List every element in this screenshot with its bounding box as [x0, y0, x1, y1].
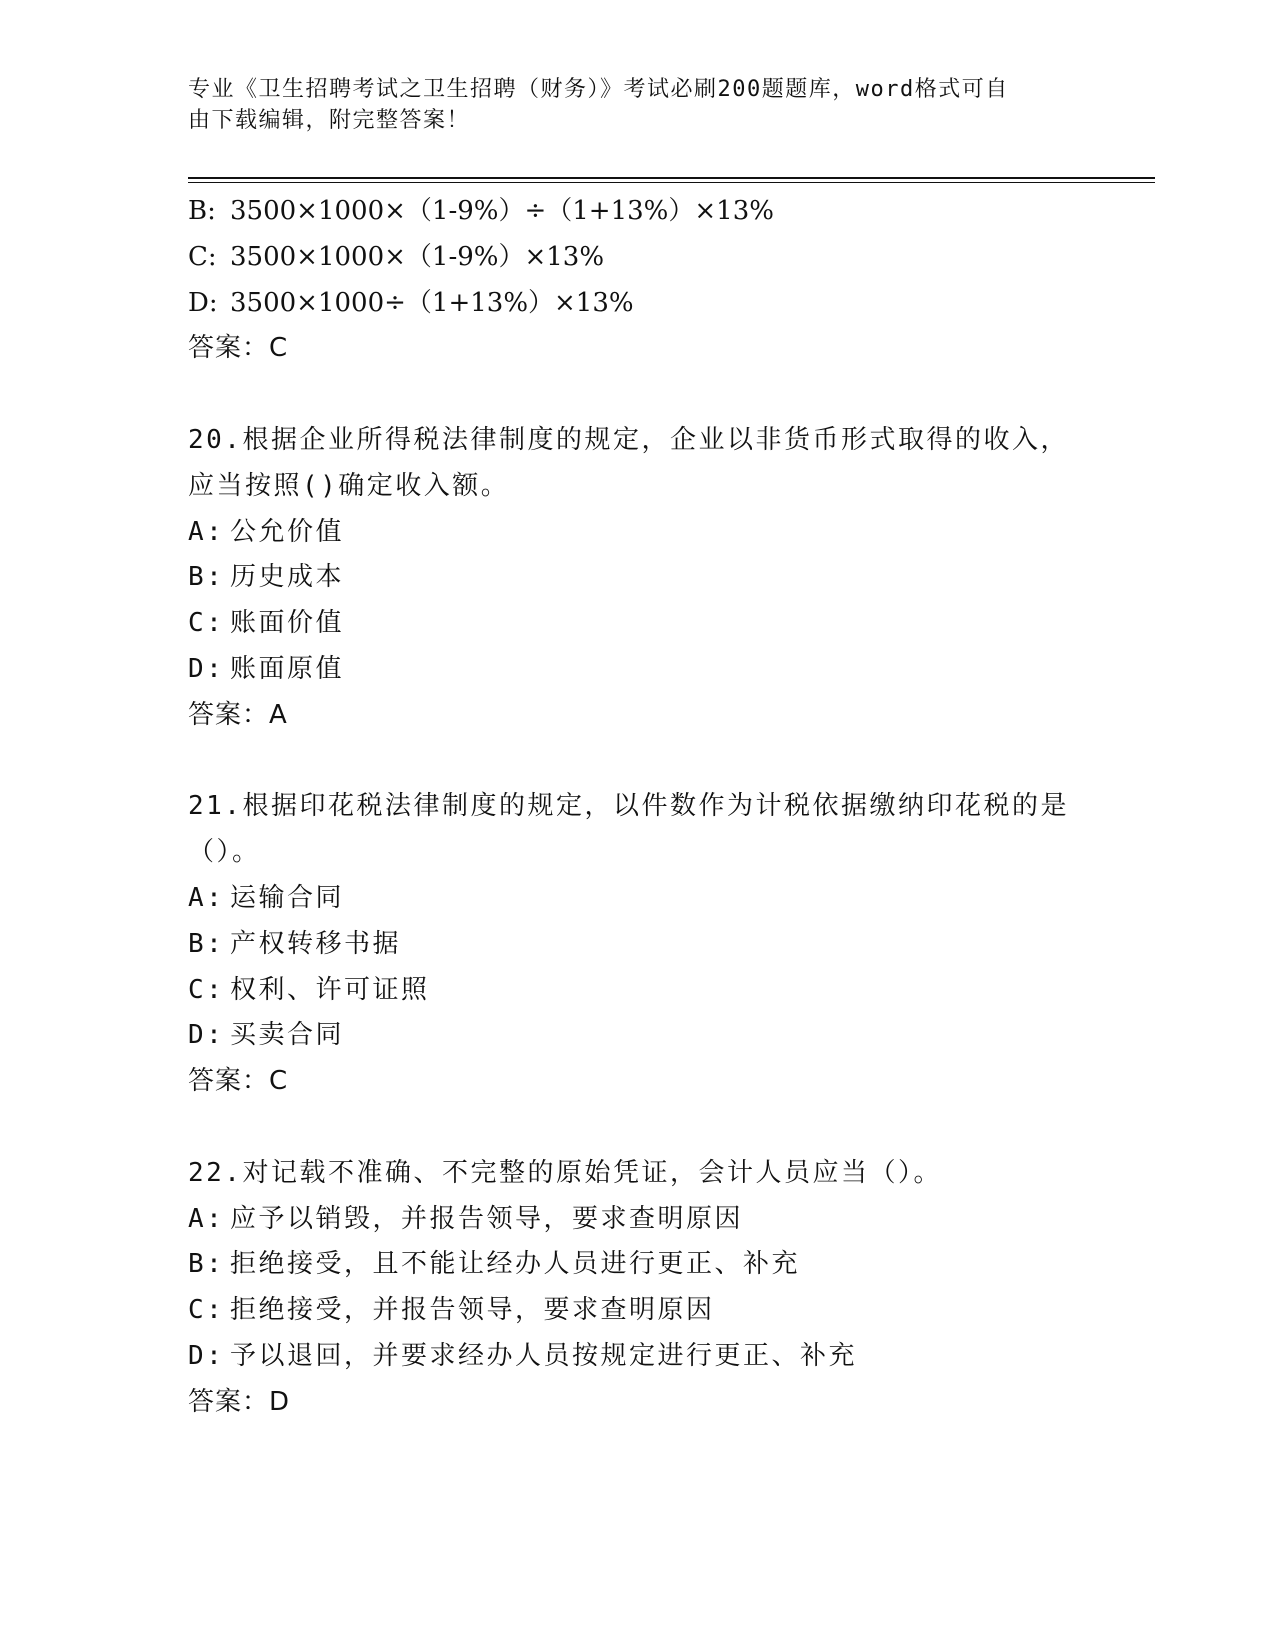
question-19-answer: 答案：C	[188, 333, 289, 364]
document-body	[188, 189, 1088, 1426]
question-22-block	[188, 1151, 1088, 1426]
spacer	[188, 372, 1088, 418]
question-21-title-line-2: （）。	[188, 837, 261, 868]
question-21-option-b	[188, 922, 1088, 968]
question-21-block	[188, 784, 1088, 1105]
question-19-option-c	[188, 235, 1088, 281]
spacer	[188, 1105, 1088, 1151]
option-key: A:	[188, 882, 225, 913]
header-line-2: 由下载编辑，附完整答案！	[188, 108, 471, 133]
option-key: D:	[188, 653, 225, 684]
question-21-option-d	[188, 1013, 1088, 1059]
option-text: 予以退回，并要求经办人员按规定进行更正、补充	[230, 1340, 858, 1371]
option-text: 3500×1000×（1-9%）÷（1+13%）×13%	[230, 196, 774, 226]
question-19-option-b	[188, 189, 1088, 235]
option-text: 历史成本	[230, 562, 345, 593]
option-text: 权利、许可证照	[230, 974, 430, 1005]
option-key: C:	[188, 608, 225, 639]
option-text: 拒绝接受，且不能让经办人员进行更正、补充	[230, 1249, 801, 1280]
question-19-block	[188, 189, 1088, 372]
option-text: 应予以销毁，并报告领导，要求查明原因	[230, 1203, 744, 1234]
option-text: 账面价值	[230, 608, 345, 639]
question-22-answer: 答案：D	[188, 1386, 291, 1417]
question-20-answer: 答案：A	[188, 699, 288, 730]
question-20-block	[188, 418, 1088, 739]
question-21-title-line-1: 21.根据印花税法律制度的规定，以件数作为计税依据缴纳印花税的是	[188, 791, 1069, 822]
question-22-option-a	[188, 1197, 1088, 1243]
option-text: 拒绝接受，并报告领导，要求查明原因	[230, 1295, 715, 1326]
option-text: 公允价值	[230, 516, 345, 547]
question-22-option-c	[188, 1288, 1088, 1334]
option-text: 3500×1000×（1-9%）×13%	[230, 241, 605, 272]
option-key: B:	[188, 1249, 225, 1280]
question-19-option-d	[188, 281, 1088, 327]
question-21-option-a	[188, 876, 1088, 922]
option-text: 运输合同	[230, 882, 345, 913]
header-divider-thin	[188, 182, 1155, 183]
question-20-title-line-1: 20.根据企业所得税法律制度的规定，企业以非货币形式取得的收入，	[188, 424, 1069, 455]
option-key: B:	[188, 928, 225, 959]
header-divider-thick	[188, 177, 1155, 179]
option-key: A:	[188, 1203, 225, 1234]
option-key: D:	[188, 1340, 225, 1371]
option-key: B:	[188, 562, 225, 593]
option-key: D:	[188, 1020, 225, 1051]
question-21-option-c	[188, 968, 1088, 1014]
question-20-option-c	[188, 601, 1088, 647]
option-text: 买卖合同	[230, 1020, 345, 1051]
option-text: 3500×1000÷（1+13%）×13%	[230, 287, 634, 318]
option-key: D:	[188, 287, 218, 318]
question-20-option-b	[188, 555, 1088, 601]
option-key: C:	[188, 1295, 225, 1326]
option-key: B:	[188, 196, 216, 226]
header-line-1: 专业《卫生招聘考试之卫生招聘（财务）》考试必刷200题题库，word格式可自	[188, 77, 1009, 102]
option-text: 账面原值	[230, 653, 345, 684]
question-20-title-line-2: 应当按照()确定收入额。	[188, 470, 510, 501]
option-key: C:	[188, 974, 225, 1005]
option-key: A:	[188, 516, 225, 547]
spacer	[188, 739, 1088, 785]
question-22-option-d	[188, 1334, 1088, 1380]
question-20-option-a	[188, 510, 1088, 556]
option-key: C:	[188, 241, 217, 272]
question-22-option-b	[188, 1242, 1088, 1288]
document-header	[188, 74, 1078, 136]
option-text: 产权转移书据	[230, 928, 402, 959]
question-21-answer: 答案：C	[188, 1066, 289, 1097]
question-20-option-d	[188, 647, 1088, 693]
question-22-title-line-1: 22.对记载不准确、不完整的原始凭证，会计人员应当（）。	[188, 1157, 942, 1188]
